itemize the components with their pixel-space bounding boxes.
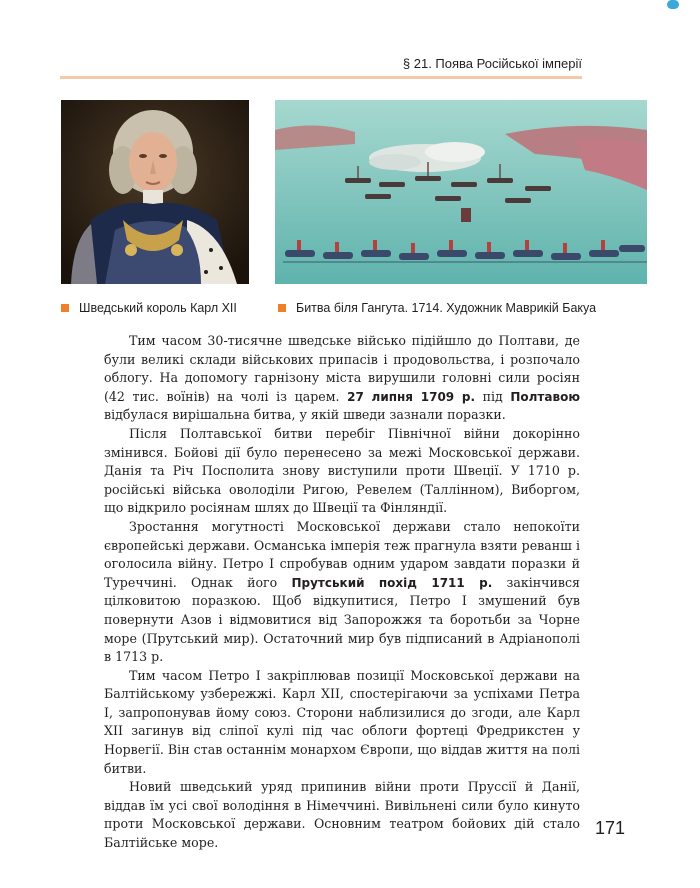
paragraph: Новий шведський уряд припинив війни проти Пруссії й Данії, віддав їм усі свої володіння в Німеччині. Вивільнені сили було кинуто проти Московської держави. Основним театром бойових дій стало Балтійське море.	[104, 779, 580, 851]
caption-text: Битва біля Гангута. 1714. Художник Маврикій Бакуа	[296, 301, 597, 315]
bold-date: 27 липня 1709 р.	[347, 389, 476, 404]
battle-of-gangut-image	[275, 100, 647, 284]
bold-place: Полтавою	[510, 389, 580, 404]
paragraph	[104, 332, 580, 425]
text-run: відбулася вирішальна битва, у якій шведи зазнали поразки.	[104, 407, 506, 423]
page-number: 171	[594, 818, 625, 838]
text-run: Зростання могутності Московської держави стало непокоїти європейські держави. Османська імперія теж прагнула взяти реванш і оголосила війну. Петро I спробував одним ударом завдати поразки й Туреччині. Однак його	[104, 518, 580, 590]
paragraph: Тим часом Петро I закріплював позиції Московської держави на Балтійському узбережжі. Карл XII, спостерігаючи за успіхами Петра I, запропонував йому союз. Сторони наблизилися до згоди, але Карл XII загинув від сліпої кулі під час облоги фортеці Фредрикстен у Норвегії. Він став останнім монархом Європи, що віддав життя на полі битви.	[104, 667, 580, 776]
bold-term: Прутський похід 1711 р.	[291, 575, 493, 590]
portrait-charles-xii-image	[61, 100, 249, 284]
running-head: § 21. Поява Російської імперії	[402, 56, 582, 71]
publisher-logo-icon	[667, 0, 679, 9]
paragraph: Після Полтавської битви перебіг Північної війни докорінно змінився. Бойові дії було перенесено за межі Московської держави. Данія та Річ Посполита знову виступили проти Швеції. У 1710 р. російські війська оволоділи Ригою, Ревелем (Таллінном), Виборгом, що відкрило росіянам шлях до Швеції та Фінляндії.	[104, 425, 580, 516]
caption-bullet-icon	[278, 304, 286, 312]
figure-caption-portrait	[61, 301, 237, 315]
figure-caption-battle	[278, 301, 596, 315]
text-run: під	[475, 388, 511, 404]
caption-bullet-icon	[61, 304, 69, 312]
paragraph	[104, 518, 580, 667]
caption-text: Шведський король Карл XII	[79, 301, 237, 315]
body-text	[104, 332, 580, 853]
text-run: Тим часом 30-тисячне шведське військо підійшло до Полтави, де були великі склади військових припасів і продовольства, і розпочало облогу. На допомогу гарнізону міста вирушили головні сили росіян (42 тис. воїнів) на чолі із царем.	[104, 333, 580, 404]
text-run: закінчився цілковитою поразкою. Щоб відкупитися, Петро I змушений був повернути Азов і відмовитися від Запорожжя та боротьби за Чорне море (Прутський мир). Остаточний мир був підписаний в Адріанополі в 1713 р.	[104, 574, 580, 665]
header-rule	[60, 76, 582, 79]
